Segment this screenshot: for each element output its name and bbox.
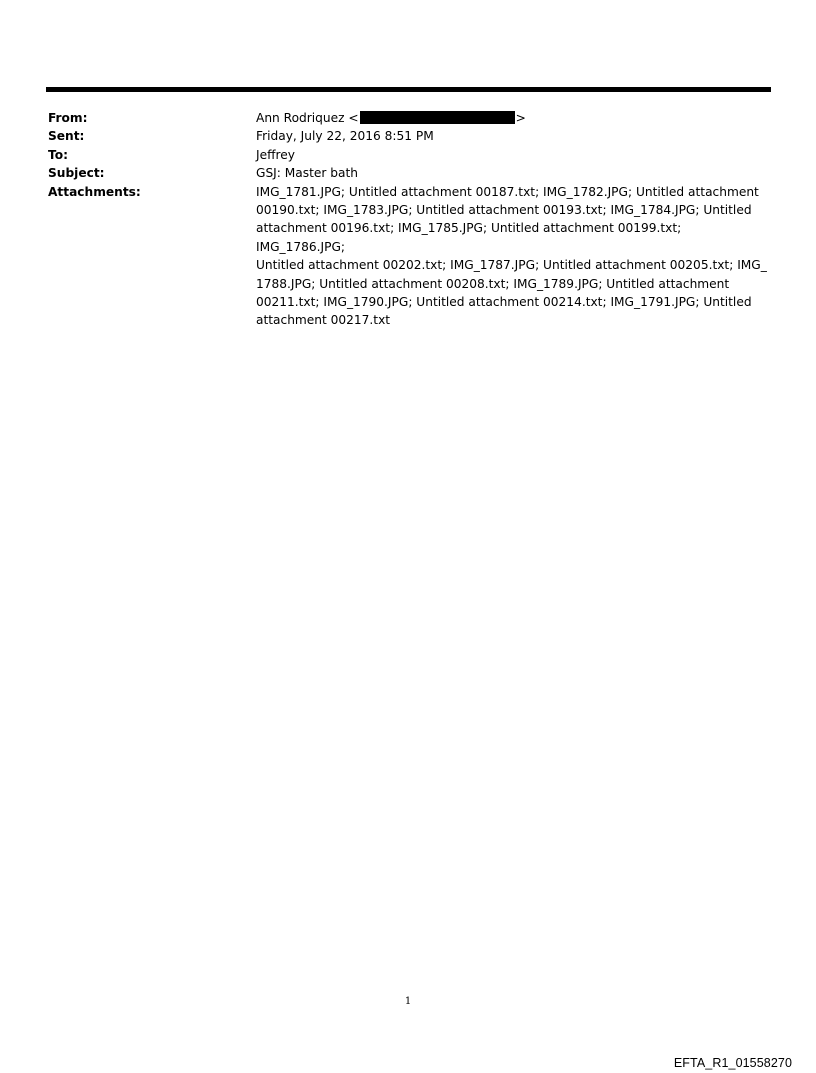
subject-value: GSJ: Master bath bbox=[256, 166, 358, 181]
page-number: 1 bbox=[404, 996, 412, 1007]
attachments-value bbox=[256, 183, 768, 330]
sent-label: Sent: bbox=[48, 129, 85, 144]
attachments-line: IMG_1781.JPG; Untitled attachment 00187.txt; IMG_1782.JPG; Untitled attachment bbox=[256, 184, 759, 199]
to-label: To: bbox=[48, 147, 68, 162]
from-name: Ann Rodriquez < bbox=[256, 111, 359, 125]
attachments-line: 00211.txt; IMG_1790.JPG; Untitled attachment 00214.txt; IMG_1791.JPG; Untitled bbox=[256, 295, 752, 310]
redaction-box bbox=[360, 111, 515, 124]
attachments-line: attachment 00217.txt bbox=[256, 313, 391, 328]
from-value bbox=[256, 109, 768, 127]
to-row bbox=[48, 146, 768, 164]
header-divider bbox=[46, 87, 771, 92]
subject-row bbox=[48, 164, 768, 182]
document-id: EFTA_R1_01558270 bbox=[673, 1056, 792, 1070]
attachments-line: 00190.txt; IMG_1783.JPG; Untitled attachment 00193.txt; IMG_1784.JPG; Untitled bbox=[256, 203, 752, 218]
sent-value: Friday, July 22, 2016 8:51 PM bbox=[256, 129, 434, 144]
attachments-label: Attachments: bbox=[48, 184, 141, 199]
attachments-line: Untitled attachment 00202.txt; IMG_1787.JPG; Untitled attachment 00205.txt; IMG_ bbox=[256, 258, 767, 273]
email-header bbox=[48, 109, 768, 330]
attachments-line: 1788.JPG; Untitled attachment 00208.txt; IMG_1789.JPG; Untitled attachment bbox=[256, 276, 730, 291]
to-value: Jeffrey bbox=[256, 147, 295, 162]
attachments-row bbox=[48, 183, 768, 330]
sent-row bbox=[48, 127, 768, 145]
subject-label: Subject: bbox=[48, 166, 105, 181]
attachments-line: attachment 00196.txt; IMG_1785.JPG; Untitled attachment 00199.txt; IMG_1786.JPG; bbox=[256, 221, 682, 254]
from-label: From: bbox=[48, 111, 88, 125]
from-close-bracket: > bbox=[515, 111, 526, 125]
from-row bbox=[48, 109, 768, 127]
